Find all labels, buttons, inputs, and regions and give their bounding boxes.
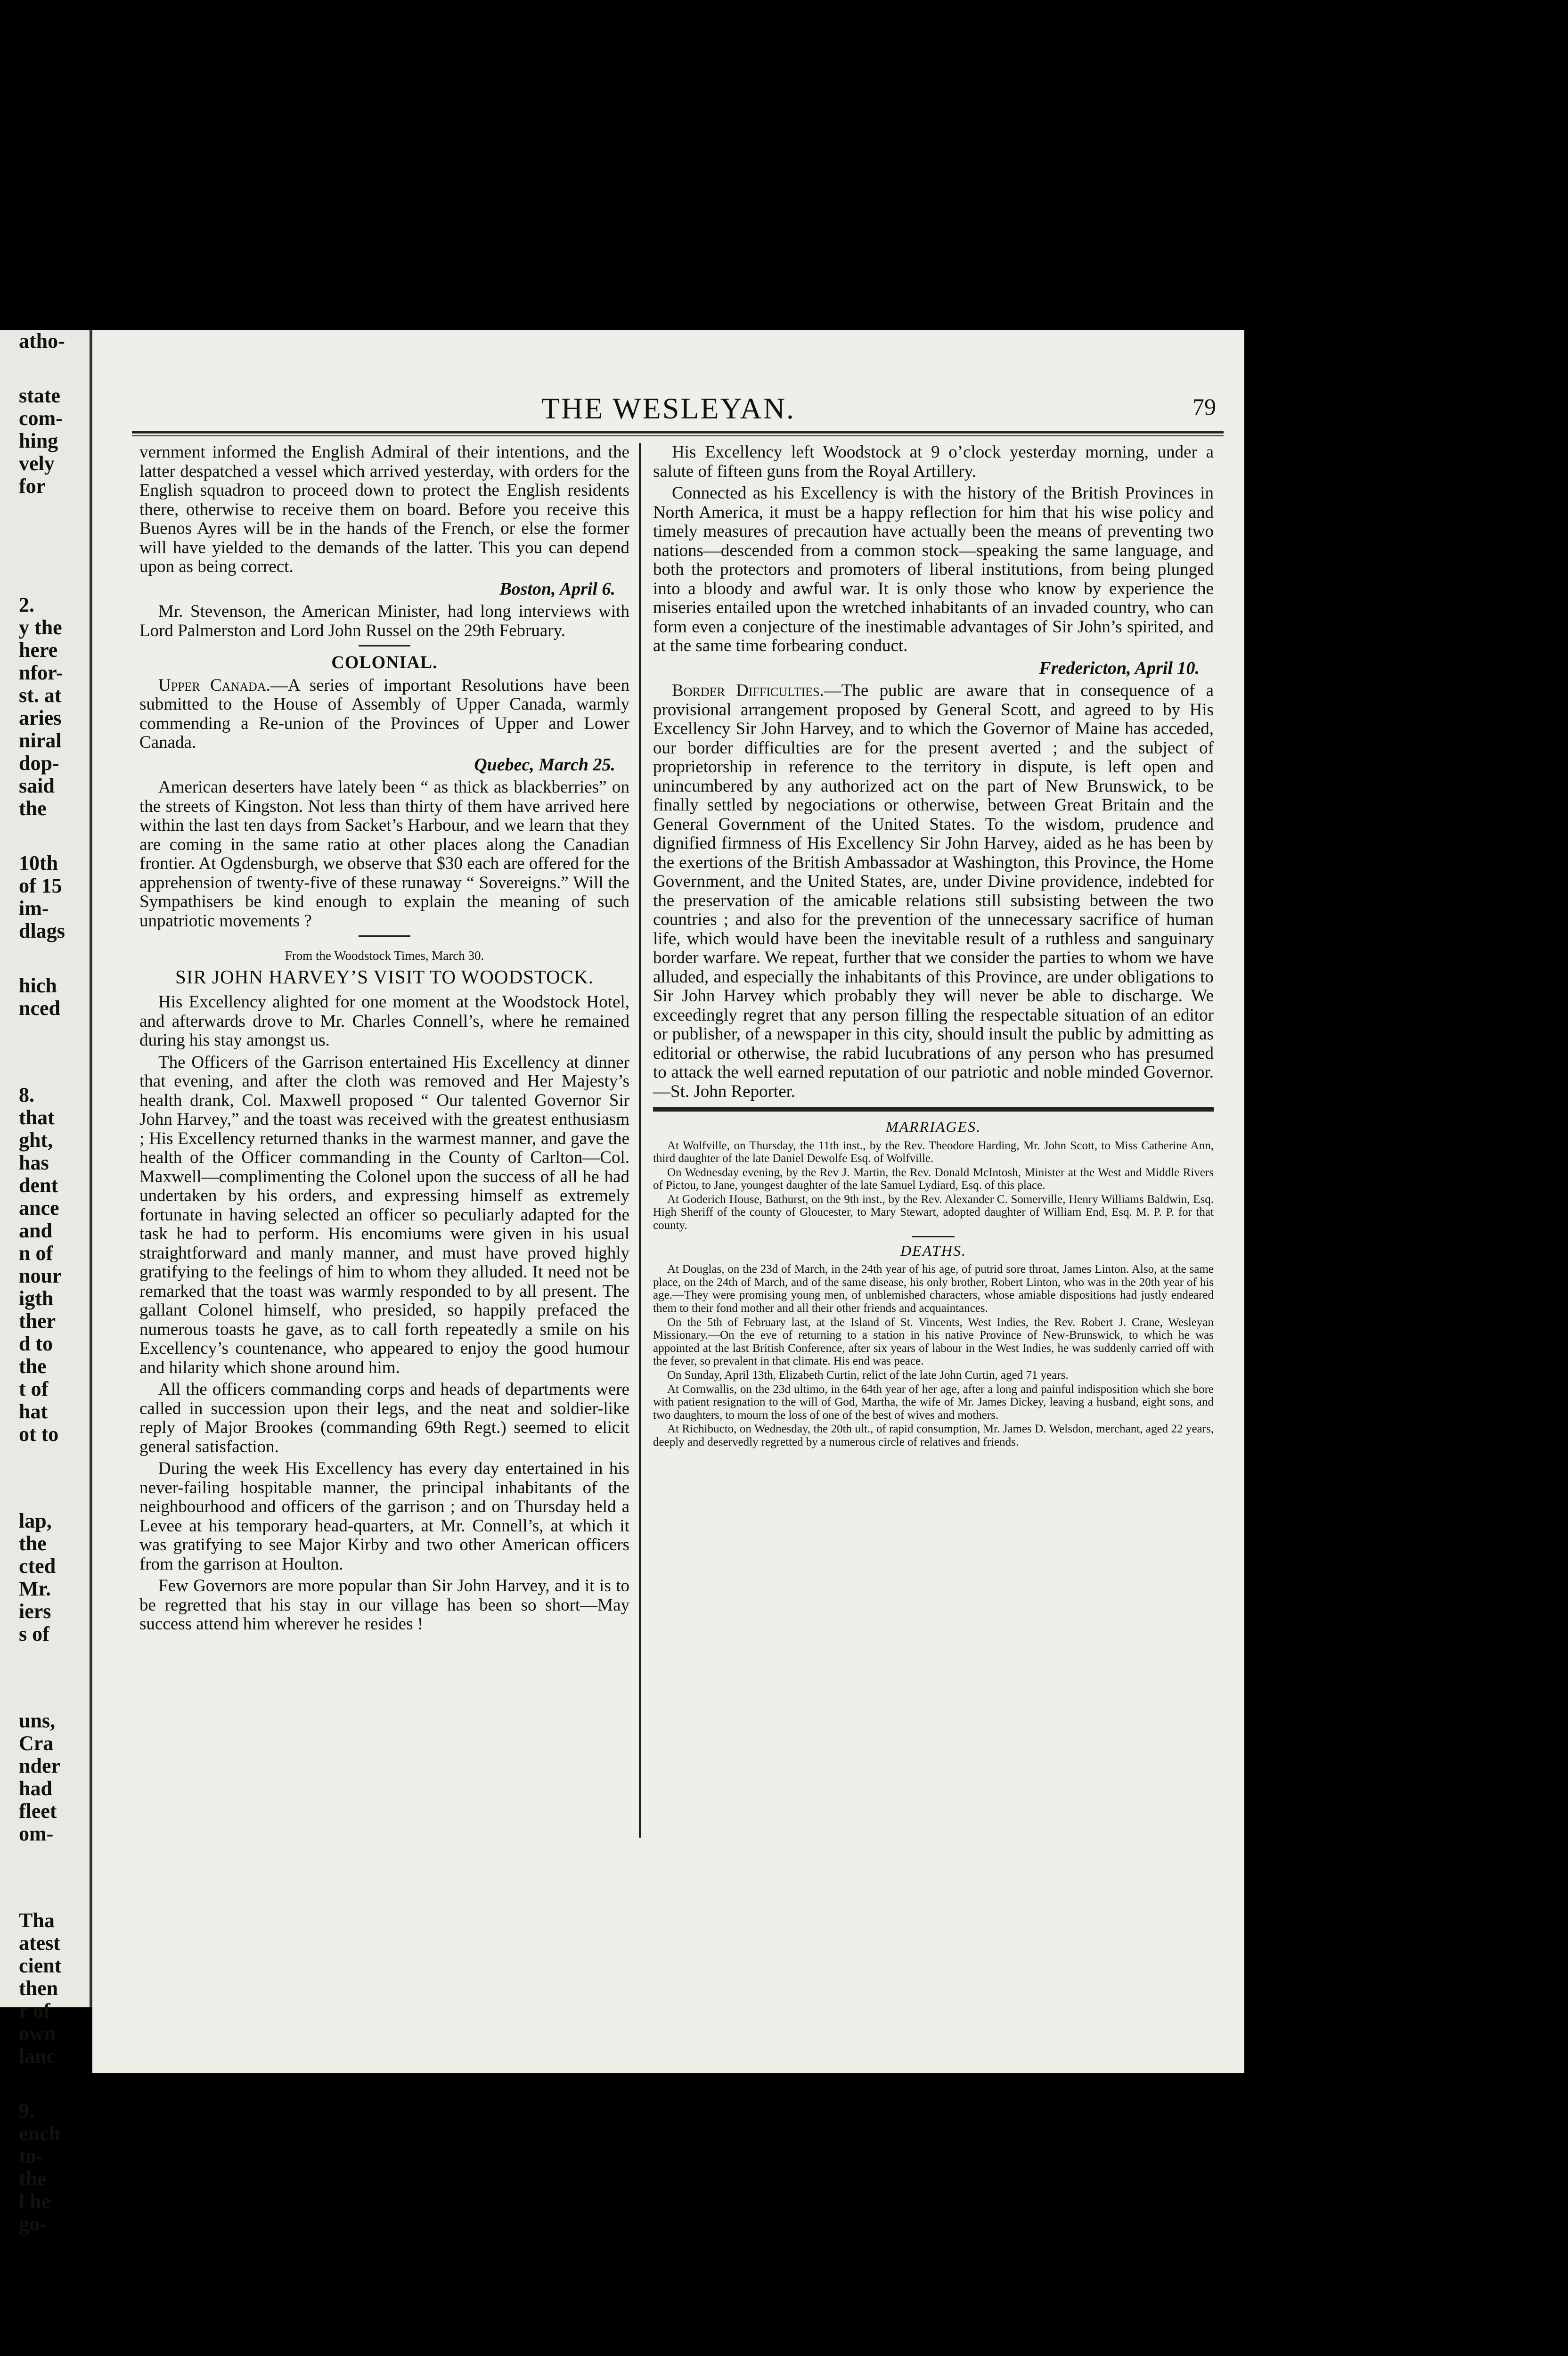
death-notice: At Cornwallis, on the 23d ultimo, in the 64th year of her age, after a long and painful indisposition which she bore with patient resignation to the will of God, Martha, the wife of Mr. James Dickey, leaving a husband, eight sons, and two daughters, to mourn the loss of one of the best of wives and mothers.: [653, 1383, 1214, 1422]
fragment-line: hing: [19, 429, 58, 452]
death-notice: At Richibucto, on Wednesday, the 20th ult., of rapid consumption, Mr. James D. Welsdon, merchant, aged 22 years, deeply and deservedly regretted by a numerous circle of relatives and friends.: [653, 1423, 1214, 1448]
fragment-line: own: [19, 2022, 56, 2045]
fragment-line: nour: [19, 1264, 62, 1287]
article-paragraph: His Excellency left Woodstock at 9 o’clock yesterday morning, under a salute of fifteen guns from the Royal Artillery.: [653, 442, 1214, 481]
fragment-line: and: [19, 1219, 52, 1242]
fragment-line: lap,: [19, 1509, 52, 1532]
fragment-line: aries: [19, 706, 62, 729]
paragraph-body: —A series of important Resolutions have been submitted to the House of Assembly of Upper Canada, warmly commending a Re-union of the Provinces of Upper and Lower Canada.: [139, 675, 629, 752]
fragment-line: had: [19, 1777, 52, 1800]
fragment-line: [0, 1446, 90, 1478]
left-column: [139, 443, 629, 2054]
fragment-line: the: [19, 1532, 47, 1555]
article-paragraph: During the week His Excellency has every day entertained in his never-failing hospitable manner, the principal inhabitants of the neighbourhood and officers of the garrison ; and on Thursday held a Levee at his temporary head-quarters, at Mr. Connell’s, at which it was gratifying to see Major Kirby and two other American officers from the garrison at Houlton.: [139, 1459, 629, 1574]
paragraph-lead: Upper Canada.: [158, 675, 270, 695]
fragment-line: Mr.: [19, 1577, 51, 1600]
fragment-line: s of: [19, 1622, 49, 1645]
fragment-line: [0, 2068, 90, 2100]
article-paragraph: All the officers commanding corps and heads of departments were called in succession upon their legs, and the neat and soldier-like reply of Major Brookes (commanding 69th Regt.) seemed to elicit general satisfaction.: [139, 1380, 629, 1456]
article-paragraph: Mr. Stevenson, the American Minister, had long interviews with Lord Palmerston and Lord John Russel on the 29th February.: [139, 602, 629, 640]
fragment-line: [0, 498, 90, 530]
fragment-line: nfor-: [19, 661, 63, 684]
fragment-line: ot to: [19, 1423, 59, 1446]
fragment-line: [0, 1845, 90, 1877]
header-rule: [132, 431, 1224, 436]
fragment-line: st. at: [19, 684, 62, 707]
fragment-line: for: [19, 474, 46, 498]
section-divider: [359, 645, 410, 646]
fragment-line: fleet: [19, 1800, 57, 1823]
fragment-line: [0, 530, 90, 562]
fragment-line: [0, 1478, 90, 1510]
fragment-line: ght,: [19, 1129, 53, 1152]
fragment-line: r of: [19, 1999, 50, 2022]
article-paragraph: [139, 676, 629, 753]
fragment-line: atest: [19, 1931, 60, 1955]
deaths-heading: DEATHS.: [900, 1242, 966, 1259]
article-paragraph: The Officers of the Garrison entertained His Excellency at dinner that evening, and after the cloth was removed and Her Majesty’s health drank, Col. Maxwell proposed “ Our talented Governor Sir John Harvey,” and the toast was received with the greatest enthusiasm ; His Excellency returned thanks in the warmest manner, and gave the health of the Officer commanding in the County of Carlton—Col. Maxwell—complimenting the Colonel upon the success of all he had undertaken by his orders, and expressing himself as extremely fortunate in having selected an officer so peculiarly adapted for the task he had to perform. His encomiums were given in his usual straightforward and manly manner, and must have proved highly gratifying to the feelings of him to whom they alluded. It need not be remarked that the toast was warmly responded to by all present. The gallant Colonel himself, who presided, so happily prefaced the numerous toasts he gave, as to call forth repeatedly a smile on his Excellency’s countenance, who appeared to enjoy the good humour and hilarity which shone around him.: [139, 1052, 629, 1377]
marriage-notice: On Wednesday evening, by the Rev J. Martin, the Rev. Donald McIntosh, Minister at the West and Middle Rivers of Pictou, to Jane, youngest daughter of the late Samuel Lydiard, Esq. of this place.: [653, 1166, 1214, 1192]
fragment-line: to-: [19, 2144, 43, 2168]
fragment-line: the: [19, 2167, 47, 2190]
newspaper-page: [92, 330, 1244, 2073]
source-line: From the Woodstock Times, March 30.: [285, 949, 484, 963]
fragment-line: y the: [19, 616, 62, 639]
section-divider: [653, 1107, 1214, 1112]
fragment-line: [0, 820, 90, 852]
article-paragraph: Connected as his Excellency is with the history of the British Provinces in North America, it must be a happy reflection for him that his wise policy and timely measures of precaution have actually been the means of preventing two nations—descended from a common stock—speaking the same language, and both the protectors and promoters of liberal institutions, from being plunged into a bloody and awful war. It is only those who know by experience the miseries entailed upon the wretched inhabitants of an invaded country, who can form even a conjecture of the inestimable advantages of Sir John’s spirited, and at the same time forbearing conduct.: [653, 483, 1214, 655]
fragment-line: lanc: [19, 2045, 56, 2068]
fragment-line: dop-: [19, 752, 59, 775]
fragment-line: the: [19, 1355, 47, 1378]
fragment-line: ther: [19, 1309, 56, 1333]
fragment-line: [0, 562, 90, 594]
fragment-line: hich: [19, 974, 57, 997]
fragment-line: n of: [19, 1242, 53, 1265]
fragment-line: iers: [19, 1600, 51, 1623]
paragraph-body: —The public are aware that in consequence of a provisional arrangement proposed by General Scott, and agreed to by His Excellency Sir John Harvey, and to which the Governor of Maine has acceded, our border difficulties are for the present averted ; and the subject of proprietorship in reference to the territory in dispute, is left open and unincumbered by any authorized act on the part of New Brunswick, to be finally settled by negociations or otherwise, between Great Britain and the General Government of the United States. To the wisdom, prudence and dignified firmness of His Excellency Sir John Harvey, aided as he has been by the exertions of the British Ambassador at Washington, this Province, the Home Government, and the United States, are, under Divine providence, indebted for the preservation of the amicable relations still subsisting between the two countries ; and also for the prevention of the unnecessary sacrifice of human life, which would have been the inevitable result of a ruthless and sanguinary border warfare. We repeat, further that we consider the parties to whom we have alluded, and especially the inhabitants of this Province, are under obligations to Sir John Harvey which probably they will never be able to discharge. We exceedingly regret that any person filling the respectable situation of an editor or publisher, of a newspaper in this city, should insult the public by admitting as editorial or otherwise, the rabid lucubrations of any person who has presumed to attack the well earned reputation of our patriotic and noble minded Governor.—St. John Reporter.: [653, 681, 1214, 1101]
marriage-notice: At Wolfville, on Thursday, the 11th inst., by the Rev. Theodore Harding, Mr. John Scott, to Miss Catherine Ann, third daughter of the late Daniel Dewolfe Esq. of Wolfville.: [653, 1139, 1214, 1165]
fragment-line: has: [19, 1151, 49, 1174]
fragment-line: l he: [19, 2190, 51, 2213]
death-notice: On the 5th of February last, at the Island of St. Vincents, West Indies, the Rev. Robert J. Crane, Wesleyan Missionary.—On the eve of returning to a station in his native Province of New-Brunswick, to which he was appointed at the last British Conference, after six years of labour in the West Indies, he was suddenly carried off with the fever, so prevalent in that climate. His end was peace.: [653, 1316, 1214, 1368]
fragment-line: [0, 1020, 90, 1052]
dateline: Boston, April 6.: [499, 579, 615, 599]
death-notice: On Sunday, April 13th, Elizabeth Curtin, relict of the late John Curtin, aged 71 years.: [667, 1368, 1069, 1382]
marriage-notice: At Goderich House, Bathurst, on the 9th inst., by the Rev. Alexander C. Somerville, Henry Williams Baldwin, Esq. High Sheriff of the county of Gloucester, to Mary Stewart, adopted daughter of William End, Esq. M. P. P. for that county.: [653, 1193, 1214, 1232]
article-paragraph: [653, 681, 1214, 1101]
fragment-line: cient: [19, 1954, 62, 1977]
fragment-line: Tha: [19, 1909, 55, 1932]
section-divider: [912, 1236, 955, 1237]
fragment-line: 10th: [19, 851, 58, 875]
paragraph-lead: Border Difficulties.: [672, 681, 824, 700]
marriages-heading: MARRIAGES.: [885, 1118, 981, 1135]
fragment-line: go-: [19, 2212, 47, 2235]
fragment-line: im-: [19, 897, 49, 920]
fragment-line: that: [19, 1106, 55, 1129]
adjacent-page-fragment: [0, 329, 92, 2235]
section-heading: COLONIAL.: [331, 653, 438, 672]
fragment-line: om-: [19, 1822, 54, 1845]
fragment-line: then: [19, 1977, 58, 2000]
fragment-line: atho-: [19, 329, 65, 352]
fragment-line: [0, 1052, 90, 1084]
column-divider: [639, 443, 641, 1838]
right-column: [653, 443, 1214, 2054]
fragment-line: ench: [19, 2122, 60, 2145]
fragment-line: 8.: [19, 1083, 34, 1106]
dateline: Quebec, March 25.: [474, 754, 615, 775]
fragment-line: nced: [19, 997, 60, 1020]
fragment-line: the: [19, 797, 47, 820]
newspaper-title: THE WESLEYAN.: [541, 392, 796, 425]
fragment-line: dlags: [19, 919, 65, 942]
fragment-line: 2.: [19, 593, 34, 616]
fragment-line: uns,: [19, 1709, 56, 1732]
fragment-line: igth: [19, 1287, 54, 1310]
article-paragraph: Few Governors are more popular than Sir John Harvey, and it is to be regretted that his stay in our village has been so short—May success attend him wherever he resides !: [139, 1576, 629, 1634]
page-header: [92, 386, 1244, 429]
fragment-line: niral: [19, 729, 62, 752]
fragment-line: here: [19, 638, 58, 662]
section-divider: [359, 935, 410, 937]
fragment-line: [0, 352, 90, 384]
fragment-line: [0, 1877, 90, 1909]
fragment-line: said: [19, 774, 55, 797]
fragment-line: dent: [19, 1174, 58, 1197]
fragment-line: com-: [19, 407, 63, 430]
fragment-line: cted: [19, 1554, 56, 1578]
article-paragraph: American deserters have lately been “ as thick as blackberries” on the streets of Kingston. Not less than thirty of them have arrived here within the last ten days from Sacket’s Harbour, and we learn that they are coming in the same ratio at other places along the Canadian frontier. At Ogdensburgh, we observe that $30 each are offered for the apprehension of twenty-five of these runaway “ Sovereigns.” Will the Sympathisers be kind enough to explain the meaning of such unpatriotic movements ?: [139, 777, 629, 931]
fragment-line: [0, 1677, 90, 1710]
article-paragraph: vernment informed the English Admiral of their intentions, and the latter despatched a vessel which arrived yesterday, with orders for the English squadron to proceed down to protect the English residents there, otherwise to receive them on board. Before you receive this Buenos Ayres will be in the hands of the French, or else the former will have yielded to the demands of the latter. This you can depend upon as being correct.: [139, 442, 629, 576]
fragment-line: [0, 942, 90, 974]
fragment-line: Cra: [19, 1732, 54, 1755]
dateline: Fredericton, April 10.: [1039, 658, 1200, 678]
page-number: 79: [1192, 393, 1216, 420]
fragment-line: hat: [19, 1400, 48, 1423]
fragment-line: state: [19, 384, 60, 407]
fragment-line: d to: [19, 1332, 53, 1355]
fragment-line: vely: [19, 452, 55, 475]
fragment-line: nder: [19, 1754, 60, 1777]
death-notice: At Douglas, on the 23d of March, in the 24th year of his age, of putrid sore throat, James Linton. Also, at the same place, on the 24th of March, and of the same disease, his only brother, Robert Linton, who was in the 20th year of his age.—They were promising young men, of unblemished characters, whose amiable dispositions had justly endeared them to their fond mother and all their other friends and acquaintances.: [653, 1263, 1214, 1315]
fragment-line: of 15: [19, 874, 62, 897]
fragment-line: [0, 1645, 90, 1677]
fragment-line: ance: [19, 1196, 59, 1219]
fragment-line: t of: [19, 1377, 49, 1400]
article-paragraph: His Excellency alighted for one moment at the Woodstock Hotel, and afterwards drove to Mr. Charles Connell’s, where he remained during his stay amongst us.: [139, 992, 629, 1050]
story-title: SIR JOHN HARVEY’S VISIT TO WOODSTOCK.: [175, 965, 594, 988]
fragment-line: 9.: [19, 2099, 34, 2122]
